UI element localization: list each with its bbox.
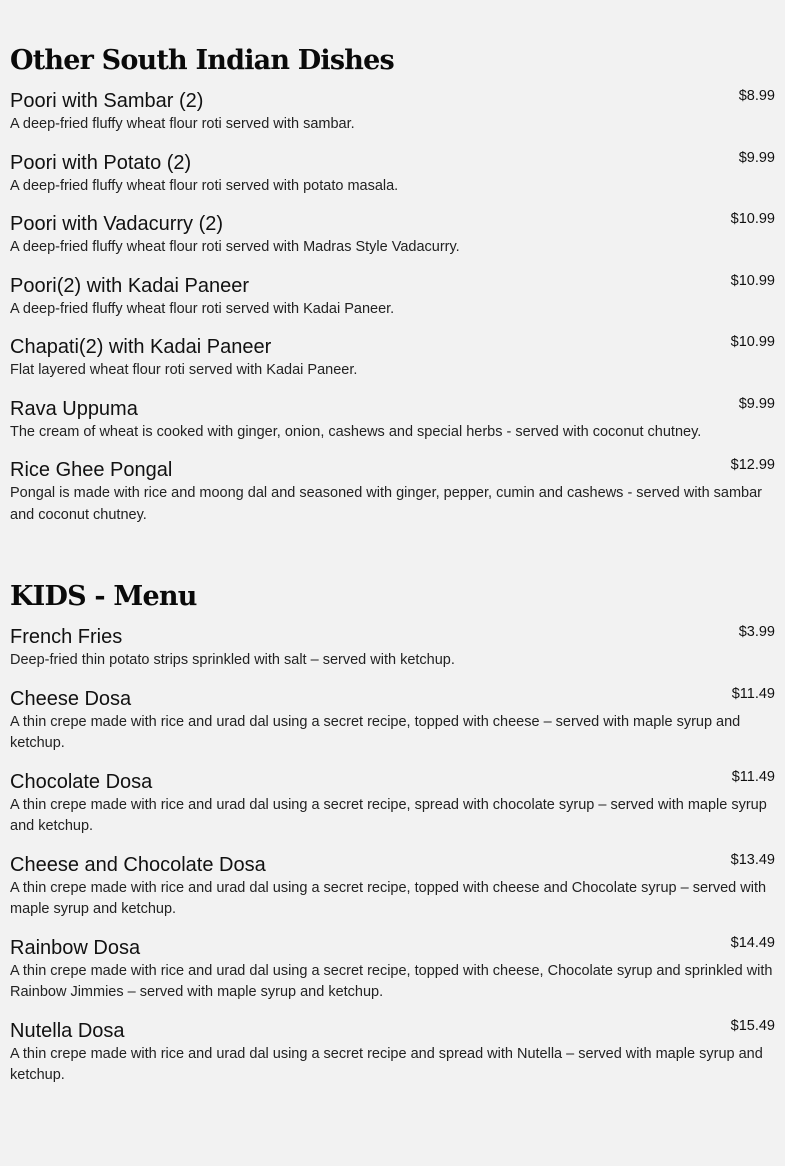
item-price: $10.99 — [730, 272, 775, 289]
item-price: $10.99 — [730, 334, 775, 350]
item-price: $14.49 — [730, 934, 775, 951]
menu-page — [10, 0, 775, 1099]
menu-item — [10, 933, 775, 1004]
item-price: $9.99 — [738, 395, 775, 412]
item-description: A thin crepe made with rice and urad dal using a secret recipe, spread with chocolate syrup – served with maple syrup and ketchup. — [10, 796, 767, 834]
item-description: A thin crepe made with rice and urad dal using a secret recipe and spread with Nutella – served with maple syrup and ketchup. — [10, 1045, 763, 1083]
item-name: Rice Ghee Pongal — [10, 459, 173, 481]
item-name: Poori with Potato (2) — [10, 151, 192, 174]
menu-items-list — [10, 86, 775, 526]
section-title: KIDS - Menu — [10, 581, 197, 612]
item-description: The cream of wheat is cooked with ginger, onion, cashews and special herbs - served with coconut chutney. — [10, 423, 702, 440]
section-other-south-indian — [10, 0, 775, 526]
item-price: $11.49 — [731, 768, 775, 785]
item-description: A deep-fried fluffy wheat flour roti served with Kadai Paneer. — [10, 300, 395, 317]
item-name: Poori(2) with Kadai Paneer — [10, 274, 250, 297]
section-kids-menu — [10, 580, 775, 1087]
item-price: $8.99 — [738, 88, 775, 104]
item-price: $11.49 — [731, 685, 775, 702]
item-price: $9.99 — [738, 149, 775, 166]
item-description: Deep-fried thin potato strips sprinkled with salt – served with ketchup. — [10, 652, 455, 668]
menu-item — [10, 455, 775, 526]
item-name: Poori with Sambar (2) — [10, 90, 204, 112]
item-description: A thin crepe made with rice and urad dal using a secret recipe, topped with cheese, Chocolate syrup and sprinkled with Rainbow Jimmies – served with maple syrup and ketchup. — [10, 962, 773, 1000]
item-name: Nutella Dosa — [10, 1019, 125, 1042]
item-description: A thin crepe made with rice and urad dal using a secret recipe, topped with cheese – served with maple syrup and ketchup. — [10, 713, 741, 751]
menu-item — [10, 271, 775, 321]
menu-item — [10, 767, 775, 838]
menu-item — [10, 1016, 775, 1087]
menu-item — [10, 684, 775, 755]
menu-item — [10, 86, 775, 136]
item-name: Chapati(2) with Kadai Paneer — [10, 336, 272, 358]
item-name: Cheese and Chocolate Dosa — [10, 853, 266, 876]
menu-items-list — [10, 622, 775, 1087]
item-price: $15.49 — [730, 1017, 775, 1034]
item-name: Cheese Dosa — [10, 687, 132, 710]
item-name: Chocolate Dosa — [10, 770, 153, 793]
item-name: Poori with Vadacurry (2) — [10, 213, 224, 235]
item-description: A deep-fried fluffy wheat flour roti served with Madras Style Vadacurry. — [10, 239, 460, 255]
menu-item — [10, 622, 775, 672]
item-name: French Fries — [10, 626, 123, 648]
menu-item — [10, 850, 775, 921]
menu-item — [10, 209, 775, 259]
item-price: $10.99 — [730, 211, 775, 227]
item-name: Rava Uppuma — [10, 397, 138, 420]
item-name: Rainbow Dosa — [10, 936, 141, 959]
item-description: Pongal is made with rice and moong dal and seasoned with ginger, pepper, cumin and cashews - served with sambar and coconut chutney. — [10, 485, 763, 523]
menu-item — [10, 332, 775, 382]
item-price: $12.99 — [730, 457, 775, 473]
item-price: $13.49 — [730, 851, 775, 868]
item-price: $3.99 — [738, 624, 775, 640]
item-description: Flat layered wheat flour roti served with Kadai Paneer. — [10, 362, 358, 378]
item-description: A deep-fried fluffy wheat flour roti served with potato masala. — [10, 177, 399, 194]
menu-item — [10, 394, 775, 444]
section-title: Other South Indian Dishes — [10, 45, 394, 76]
menu-item — [10, 148, 775, 198]
item-description: A deep-fried fluffy wheat flour roti served with sambar. — [10, 116, 355, 132]
item-description: A thin crepe made with rice and urad dal using a secret recipe, topped with cheese and Chocolate syrup – served with maple syrup and ketchup. — [10, 879, 767, 917]
